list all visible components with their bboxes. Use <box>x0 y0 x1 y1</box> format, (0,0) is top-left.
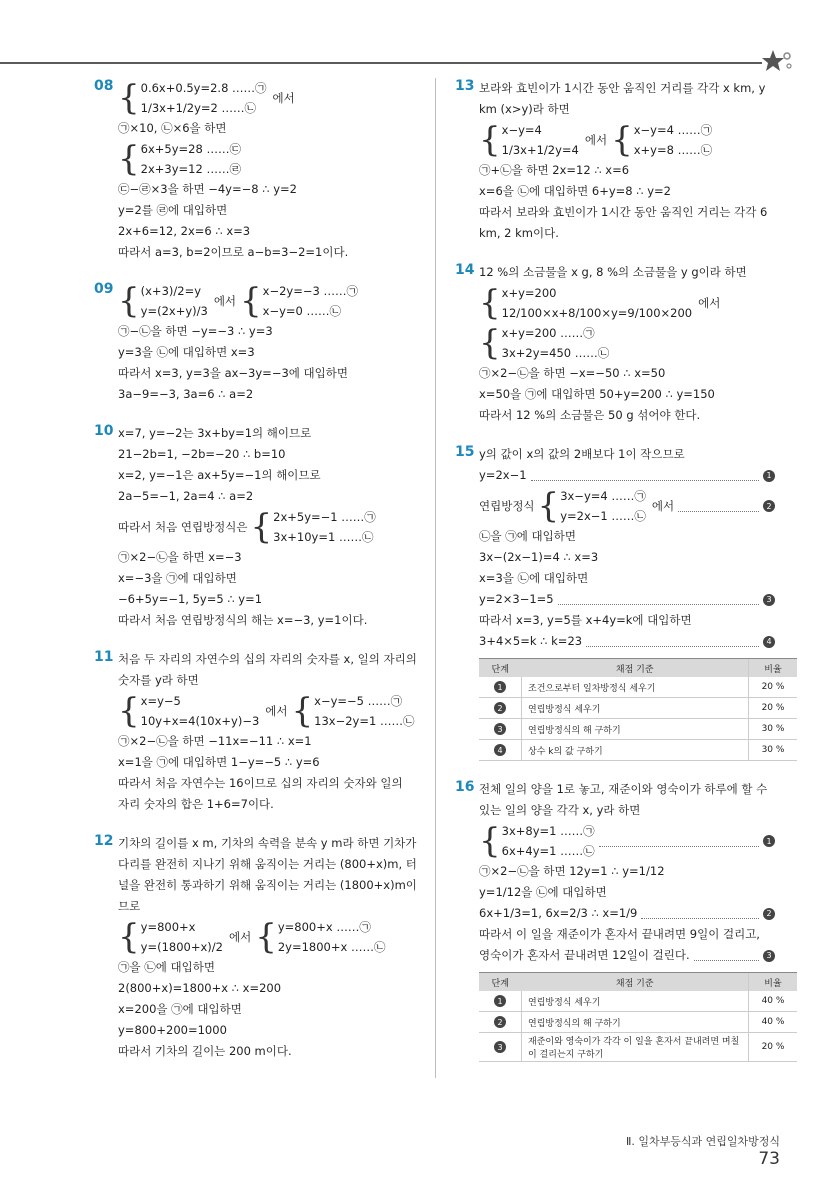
step-badge: 4 <box>763 636 775 648</box>
line-text: ㉠×10, ㉡×6을 하면 <box>118 121 227 135</box>
equation: x−y=0 ……㉡ <box>262 304 342 318</box>
brace: { <box>479 120 501 160</box>
solution-body <box>118 281 424 405</box>
brace: { <box>118 139 140 179</box>
equation: 2x+5y=−1 ……㉠ <box>273 510 376 524</box>
equation: 2y=1800+x ……㉡ <box>277 940 386 954</box>
line-text: ㉠−㉡을 하면 −y=−3 ∴ y=3 <box>118 324 273 338</box>
leader-dots <box>599 836 759 847</box>
leader-dots <box>558 594 759 605</box>
step-cell <box>479 677 522 698</box>
ratio-cell: 20 % <box>749 698 798 719</box>
solution-line <box>479 568 775 589</box>
equation-stack <box>263 281 358 321</box>
table-header: 비율 <box>749 659 798 678</box>
solution-line <box>118 752 424 773</box>
equation: x−y=4 ……㉠ <box>633 123 713 137</box>
equation-stack <box>278 917 386 957</box>
problem-number: 12 <box>94 833 114 849</box>
step-badge: 1 <box>763 835 775 847</box>
step-cell <box>479 1033 522 1062</box>
criterion-cell: 재준이와 영숙이가 각각 이 일을 혼자서 끝내려면 며칠이 걸리는지 구하기 <box>522 1033 749 1062</box>
brace: { <box>118 917 140 957</box>
line-text: x=2, y=−1은 ax+5y=−1의 해이므로 <box>118 468 321 482</box>
problem-number: 14 <box>455 262 475 278</box>
solution-line <box>118 507 424 547</box>
equation-stack <box>560 486 646 526</box>
solution-body <box>479 444 785 761</box>
column-divider <box>435 78 436 1078</box>
solution-line <box>118 999 424 1020</box>
problem-11 <box>94 649 424 815</box>
solution-line <box>118 691 424 731</box>
solution-line <box>479 903 775 924</box>
brace: { <box>118 281 140 321</box>
equation-system <box>118 281 208 321</box>
line-text: x=3을 ㉡에 대입하면 <box>479 571 589 585</box>
leader-dots <box>641 908 759 919</box>
solution-body <box>118 78 424 263</box>
solution-line <box>118 384 424 405</box>
line-text: 에서 <box>228 929 252 944</box>
equation: 3x+8y=1 ……㉠ <box>501 824 595 838</box>
equation-system <box>479 283 692 323</box>
line-text: y=2×3−1=5 <box>479 592 554 606</box>
solution-line <box>118 200 424 221</box>
ratio-cell: 30 % <box>749 719 798 740</box>
equation: 12/100×x+8/100×y=9/100×200 <box>501 306 693 320</box>
step-cell <box>479 1012 522 1033</box>
solution-line <box>118 589 424 610</box>
solution-line <box>118 957 424 978</box>
solution-line <box>118 568 424 589</box>
ratio-cell: 30 % <box>749 740 798 761</box>
solution-line <box>479 631 775 652</box>
equation-stack <box>634 120 712 160</box>
equation: (x+3)/2=y <box>140 284 202 298</box>
brace: { <box>118 691 140 731</box>
equation: 3x+2y=450 ……㉡ <box>501 346 610 360</box>
problem-number: 16 <box>455 779 475 795</box>
problem-13 <box>455 78 775 244</box>
solution-line <box>118 773 424 794</box>
equation: 10y+x=4(10x+y)−3 <box>140 714 260 728</box>
table-row <box>479 677 797 698</box>
page-footer <box>600 1133 780 1169</box>
left-column <box>94 78 424 1080</box>
equation-stack <box>502 120 579 160</box>
line-text: 연립방정식 <box>479 498 535 513</box>
equation-system <box>292 691 415 731</box>
step-badge: 1 <box>494 681 506 693</box>
line-text: y의 값이 x의 값의 2배보다 1이 작으므로 <box>479 447 685 461</box>
brace: { <box>537 486 560 526</box>
solution-line <box>479 589 775 610</box>
solution-line <box>118 342 424 363</box>
step-badge: 2 <box>763 908 775 920</box>
line-text: 3a−9=−3, 3a=6 ∴ a=2 <box>118 387 254 401</box>
solution-line <box>118 917 424 957</box>
right-column <box>455 78 785 1080</box>
line-text: 에서 <box>213 293 237 308</box>
line-text: 2a−5=−1, 2a=4 ∴ a=2 <box>118 489 254 503</box>
scoring-table <box>479 658 797 761</box>
solution-line <box>479 262 775 283</box>
solution-line <box>118 1041 424 1062</box>
solution-line <box>118 78 424 118</box>
brace: { <box>240 281 262 321</box>
equation-system <box>118 78 267 118</box>
solution-line <box>118 547 424 568</box>
line-text: 따라서 기차의 길이는 200 m이다. <box>118 1044 292 1058</box>
problem-09 <box>94 281 424 405</box>
step-badge: 1 <box>763 470 775 482</box>
leader-dots <box>694 950 759 961</box>
criterion-cell: 조건으로부터 일차방정식 세우기 <box>522 677 749 698</box>
problem-number: 10 <box>94 423 114 439</box>
line-text: 2(800+x)=1800+x ∴ x=200 <box>118 981 282 995</box>
equation-stack <box>502 821 595 861</box>
line-text: x=200을 ㉠에 대입하면 <box>118 1002 242 1016</box>
step-badge: 2 <box>763 500 775 512</box>
step-cell <box>479 991 522 1012</box>
line-text: ㉠×2−㉡을 하면 12y=1 ∴ y=1/12 <box>479 864 665 878</box>
line-text: 2x+6=12, 2x=6 ∴ x=3 <box>118 224 251 238</box>
solution-line <box>479 821 775 861</box>
solution-line <box>479 610 775 631</box>
leader-dots <box>531 470 759 481</box>
problem-10 <box>94 423 424 631</box>
line-text: x=7, y=−2는 3x+by=1의 해이므로 <box>118 426 312 440</box>
solution-line <box>118 465 424 486</box>
leader-dots <box>586 636 759 647</box>
solution-line <box>479 444 775 465</box>
solution-line: 기차의 길이를 x m, 기차의 속력을 분속 y m라 하면 기차가 다리를 완전히 지나기 위해 움직이는 거리는 (800+x)m, 터널을 완전히 통과하기 위해 움직이는 거리는 (1800+x)m이므로 <box>118 836 417 913</box>
scoring-table <box>479 972 797 1062</box>
problem-number: 08 <box>94 78 114 94</box>
brace: { <box>479 323 501 363</box>
table-row <box>479 1033 797 1062</box>
step-badge: 3 <box>763 950 775 962</box>
line-text: x=1을 ㉠에 대입하면 1−y=−5 ∴ y=6 <box>118 755 320 769</box>
solution-line <box>479 405 775 426</box>
criterion-cell: 연립방정식의 해 구하기 <box>522 719 749 740</box>
solution-body <box>118 833 424 1062</box>
brace: { <box>118 78 140 118</box>
ratio-cell: 40 % <box>749 1012 798 1033</box>
equation-stack <box>141 281 208 321</box>
solution-line: 보라와 효빈이가 1시간 동안 움직인 거리를 각각 x km, y km (x>y)라 하면 <box>479 81 766 116</box>
equation: 1/3x+1/2y=4 <box>501 143 579 157</box>
problem-number: 13 <box>455 78 475 94</box>
equation: x−2y=−3 ……㉠ <box>262 284 358 298</box>
criterion-cell: 연립방정식 세우기 <box>522 698 749 719</box>
brace: { <box>255 917 277 957</box>
solution-line <box>118 610 424 631</box>
equation: 1/3x+1/2y=2 ……㉡ <box>140 101 257 115</box>
solution-line <box>479 547 775 568</box>
problem-number: 15 <box>455 444 475 460</box>
equation-stack <box>141 139 241 179</box>
solution-line <box>479 486 775 526</box>
ratio-cell: 20 % <box>749 1033 798 1062</box>
equation-stack <box>502 283 692 323</box>
step-badge: 2 <box>494 1016 506 1028</box>
table-header: 채점 기준 <box>522 973 749 992</box>
equation-stack <box>141 691 260 731</box>
solution-line <box>118 444 424 465</box>
solution-line <box>118 139 424 179</box>
line-text: 따라서 x=3, y=3을 ax−3y=−3에 대입하면 <box>118 366 348 380</box>
ratio-cell: 20 % <box>749 677 798 698</box>
step-badge: 1 <box>494 995 506 1007</box>
brace: { <box>291 691 314 731</box>
solution-line <box>479 283 775 323</box>
line-text: 따라서 처음 연립방정식은 <box>118 519 248 534</box>
line-text: y=1/12을 ㉡에 대입하면 <box>479 885 607 899</box>
solution-line <box>479 160 775 181</box>
table-header: 단계 <box>479 973 522 992</box>
line-text: y=2x−1 <box>479 468 527 482</box>
solution-line <box>479 882 775 903</box>
table-header: 비율 <box>749 973 798 992</box>
equation-stack <box>141 917 223 957</box>
solution-body <box>118 649 424 815</box>
brace: { <box>611 120 633 160</box>
equation-system <box>479 323 609 363</box>
equation-system <box>251 507 376 547</box>
solution-line <box>118 281 424 321</box>
equation: y=(1800+x)/2 <box>140 940 223 954</box>
solution-line <box>118 1020 424 1041</box>
equation-system <box>479 821 595 861</box>
line-text: 에서 <box>265 703 288 718</box>
solution-line: 따라서 보라와 효빈이가 1시간 동안 움직인 거리는 각각 6 km, 2 km이다. <box>479 205 768 240</box>
line-text: ㉠×2−㉡을 하면 −11x=−11 ∴ x=1 <box>118 734 312 748</box>
line-text: 따라서 x=3, y=5를 x+4y=k에 대입하면 <box>479 613 692 627</box>
line-text: 따라서 12 %의 소금물은 50 g 섞어야 한다. <box>479 408 701 422</box>
brace: { <box>479 283 501 323</box>
line-text: −6+5y=−1, 5y=5 ∴ y=1 <box>118 592 263 606</box>
equation: x−y=4 <box>501 123 542 137</box>
solution-line <box>118 321 424 342</box>
equation: 13x−2y=1 ……㉡ <box>314 714 415 728</box>
chapter-title: Ⅱ. 일차부등식과 연립일차방정식 <box>625 1135 780 1148</box>
line-text: 자리 숫자의 합은 1+6=7이다. <box>118 797 274 811</box>
line-text: 에서 <box>651 498 675 513</box>
header-rule <box>0 62 762 64</box>
line-text: 따라서 이 일을 재준이가 혼자서 끝내려면 9일이 걸리고, <box>479 927 760 941</box>
solution-line <box>479 526 775 547</box>
line-text: 따라서 a=3, b=2이므로 a−b=3−2=1이다. <box>118 245 349 259</box>
solution-body <box>479 78 775 244</box>
table-row <box>479 991 797 1012</box>
line-text: ㉠+㉡을 하면 2x=12 ∴ x=6 <box>479 163 630 177</box>
solution-line <box>118 978 424 999</box>
step-badge: 3 <box>494 723 506 735</box>
solution-body <box>118 423 424 631</box>
equation: 3x−y=4 ……㉠ <box>560 489 646 503</box>
solution-line <box>118 363 424 384</box>
line-text: 12 %의 소금물을 x g, 8 %의 소금물을 y g이라 하면 <box>479 265 747 279</box>
step-badge: 2 <box>494 702 506 714</box>
table-row <box>479 719 797 740</box>
equation: x+y=200 ……㉠ <box>501 326 595 340</box>
problem-14 <box>455 262 775 426</box>
solution-body <box>479 262 775 426</box>
table-row <box>479 1012 797 1033</box>
equation: y=(2x+y)/3 <box>140 304 208 318</box>
solution-line <box>118 794 424 815</box>
problem-12 <box>94 833 424 1062</box>
line-text: y=3을 ㉡에 대입하면 x=3 <box>118 345 255 359</box>
solution-line <box>118 731 424 752</box>
solution-line <box>479 181 775 202</box>
equation: x+y=200 <box>501 286 557 300</box>
equation-system <box>611 120 712 160</box>
problem-number: 09 <box>94 281 114 297</box>
criterion-cell: 상수 k의 값 구하기 <box>522 740 749 761</box>
line-text: ㉢−㉣×3을 하면 −4y=−8 ∴ y=2 <box>118 182 297 196</box>
equation: y=800+x <box>140 920 196 934</box>
ratio-cell: 40 % <box>749 991 798 1012</box>
line-text: x=−3을 ㉠에 대입하면 <box>118 571 237 585</box>
line-text: 영숙이가 혼자서 끝내려면 12일이 걸린다. <box>479 948 690 962</box>
table-header-row <box>479 973 797 992</box>
step-cell <box>479 698 522 719</box>
solution-line <box>479 945 775 966</box>
solution-line <box>479 861 775 882</box>
line-text: 에서 <box>272 90 295 105</box>
page-number: 73 <box>758 1149 780 1169</box>
equation-system <box>240 281 358 321</box>
step-badge: 4 <box>494 744 506 756</box>
table-row <box>479 740 797 761</box>
solution-line <box>479 465 775 486</box>
solution-line <box>479 384 775 405</box>
step-badge: 3 <box>763 594 775 606</box>
equation: 6x+4y=1 ……㉡ <box>501 844 595 858</box>
solution-line <box>479 924 775 945</box>
line-text: ㉠×2−㉡을 하면 −x=−50 ∴ x=50 <box>479 366 666 380</box>
table-header-row <box>479 659 797 678</box>
equation-stack <box>502 323 610 363</box>
equation-system <box>538 486 646 526</box>
line-text: ㉠을 ㉡에 대입하면 <box>118 960 215 974</box>
equation-stack <box>141 78 267 118</box>
line-text: 3x−(2x−1)=4 ∴ x=3 <box>479 550 599 564</box>
equation-stack <box>273 507 376 547</box>
equation: 2x+3y=12 ……㉣ <box>140 162 241 176</box>
solution-line <box>118 118 424 139</box>
problem-number: 11 <box>94 649 114 665</box>
solution-line <box>118 423 424 444</box>
equation: x−y=−5 ……㉠ <box>314 694 403 708</box>
solution-body <box>479 779 785 1062</box>
solution-line <box>479 323 775 363</box>
problem-08 <box>94 78 424 263</box>
line-text: x=50을 ㉠에 대입하면 50+y=200 ∴ y=150 <box>479 387 715 401</box>
line-text: 21−2b=1, −2b=−20 ∴ b=10 <box>118 447 286 461</box>
line-text: y=2를 ㉣에 대입하면 <box>118 203 228 217</box>
criterion-cell: 연립방정식의 해 구하기 <box>522 1012 749 1033</box>
step-badge: 3 <box>494 1041 506 1053</box>
line-text: ㉡을 ㉠에 대입하면 <box>479 529 576 543</box>
equation: 6x+5y=28 ……㉢ <box>140 142 241 156</box>
leader-dots <box>678 501 759 512</box>
solution-line: 처음 두 자리의 자연수의 십의 자리의 숫자를 x, 일의 자리의 숫자를 y라 하면 <box>118 652 417 687</box>
equation-system <box>118 691 259 731</box>
table-row <box>479 698 797 719</box>
problem-16 <box>455 779 785 1062</box>
equation-system <box>118 139 241 179</box>
step-cell <box>479 740 522 761</box>
brace: { <box>250 507 273 547</box>
equation: 3x+10y=1 ……㉡ <box>273 530 374 544</box>
line-text: 에서 <box>584 132 608 147</box>
step-cell <box>479 719 522 740</box>
brace: { <box>479 821 501 861</box>
equation-system <box>255 917 385 957</box>
solution-line <box>118 242 424 263</box>
line-text: ㉠×2−㉡을 하면 x=−3 <box>118 550 242 564</box>
solution-line <box>118 486 424 507</box>
solution-line <box>118 179 424 200</box>
solution-line <box>479 363 775 384</box>
solution-line <box>479 120 775 160</box>
equation-system <box>479 120 579 160</box>
equation: y=800+x ……㉠ <box>277 920 371 934</box>
line-text: x=6을 ㉡에 대입하면 6+y=8 ∴ y=2 <box>479 184 671 198</box>
line-text: 따라서 처음 연립방정식의 해는 x=−3, y=1이다. <box>118 613 368 627</box>
equation: x+y=8 ……㉡ <box>633 143 713 157</box>
line-text: 에서 <box>698 295 721 310</box>
line-text: 따라서 처음 자연수는 16이므로 십의 자리의 숫자와 일의 <box>118 776 403 790</box>
star-icon <box>760 47 794 75</box>
line-text: 3+4×5=k ∴ k=23 <box>479 634 583 648</box>
solution-line <box>118 221 424 242</box>
line-text: y=800+200=1000 <box>118 1023 227 1037</box>
equation: y=2x−1 ……㉡ <box>560 509 646 523</box>
criterion-cell: 연립방정식 세우기 <box>522 991 749 1012</box>
equation: 0.6x+0.5y=2.8 ……㉠ <box>140 81 267 95</box>
table-header: 채점 기준 <box>522 659 749 678</box>
equation: x=y−5 <box>140 694 181 708</box>
line-text: 6x+1/3=1, 6x=2/3 ∴ x=1/9 <box>479 906 638 920</box>
equation-stack <box>314 691 414 731</box>
equation-system <box>118 917 223 957</box>
table-header: 단계 <box>479 659 522 678</box>
solution-line: 전체 일의 양을 1로 놓고, 재준이와 영숙이가 하루에 할 수 있는 일의 양을 각각 x, y라 하면 <box>479 782 768 817</box>
problem-15 <box>455 444 785 761</box>
